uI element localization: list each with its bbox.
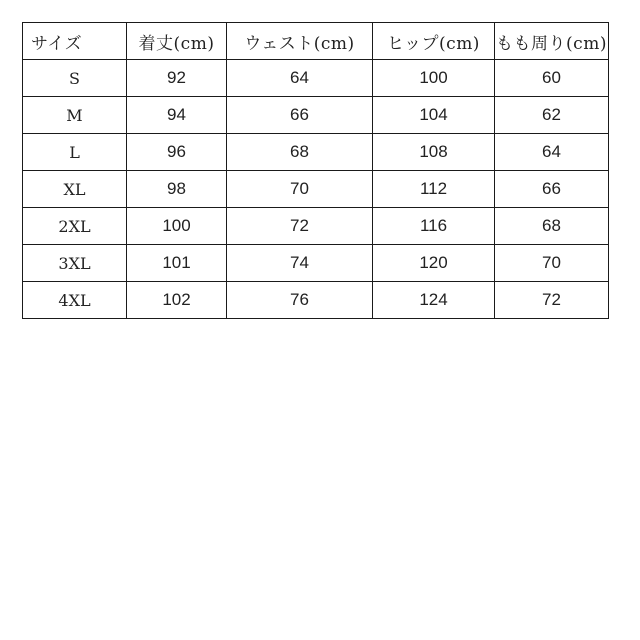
table-body [23, 60, 609, 319]
waist-cell: 76 [227, 282, 373, 319]
table-row [23, 134, 609, 171]
header-hip: ヒップ(cm) [373, 23, 495, 60]
header-length: 着丈(cm) [127, 23, 227, 60]
hip-cell: 104 [373, 97, 495, 134]
header-size: サイズ [23, 23, 127, 60]
size-cell: L [23, 134, 127, 171]
hip-cell: 124 [373, 282, 495, 319]
table-row [23, 245, 609, 282]
waist-cell: 68 [227, 134, 373, 171]
size-cell: 3XL [23, 245, 127, 282]
waist-cell: 74 [227, 245, 373, 282]
table-row [23, 171, 609, 208]
length-cell: 92 [127, 60, 227, 97]
header-row [23, 23, 609, 60]
size-cell: 4XL [23, 282, 127, 319]
thigh-cell: 60 [495, 60, 609, 97]
waist-cell: 64 [227, 60, 373, 97]
size-cell: M [23, 97, 127, 134]
table-row [23, 60, 609, 97]
table-row [23, 282, 609, 319]
table-row [23, 97, 609, 134]
size-cell: 2XL [23, 208, 127, 245]
waist-cell: 72 [227, 208, 373, 245]
thigh-cell: 66 [495, 171, 609, 208]
table-row [23, 208, 609, 245]
thigh-cell: 62 [495, 97, 609, 134]
hip-cell: 100 [373, 60, 495, 97]
hip-cell: 108 [373, 134, 495, 171]
thigh-cell: 70 [495, 245, 609, 282]
length-cell: 100 [127, 208, 227, 245]
waist-cell: 70 [227, 171, 373, 208]
thigh-cell: 72 [495, 282, 609, 319]
thigh-cell: 64 [495, 134, 609, 171]
size-cell: XL [23, 171, 127, 208]
length-cell: 102 [127, 282, 227, 319]
length-cell: 101 [127, 245, 227, 282]
size-chart-table [22, 22, 609, 319]
length-cell: 96 [127, 134, 227, 171]
table-header [23, 23, 609, 60]
header-waist: ウェスト(cm) [227, 23, 373, 60]
size-cell: S [23, 60, 127, 97]
hip-cell: 112 [373, 171, 495, 208]
waist-cell: 66 [227, 97, 373, 134]
hip-cell: 116 [373, 208, 495, 245]
thigh-cell: 68 [495, 208, 609, 245]
header-thigh: もも周り(cm) [495, 23, 609, 60]
length-cell: 98 [127, 171, 227, 208]
hip-cell: 120 [373, 245, 495, 282]
length-cell: 94 [127, 97, 227, 134]
